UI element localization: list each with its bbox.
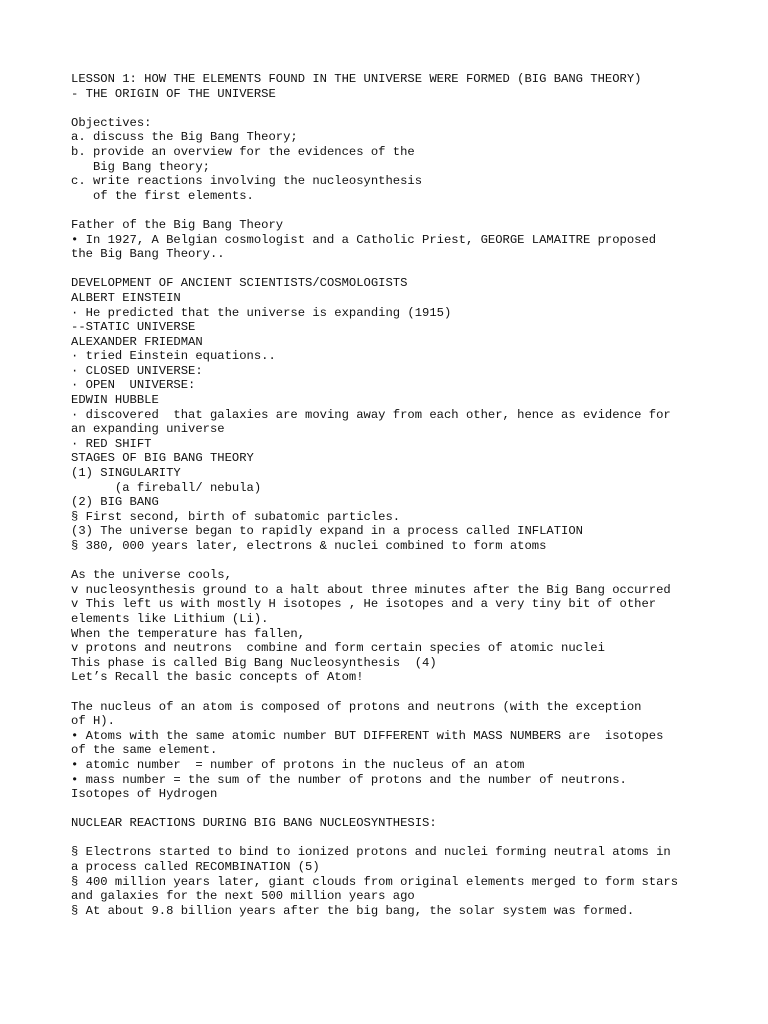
text-line: v This left us with mostly H isotopes , He isotopes and a very tiny bit of other [71,597,657,612]
text-line: b. provide an overview for the evidences of the [71,144,415,159]
text-line: ALBERT EINSTEIN [71,290,181,305]
text-line: § Electrons started to bind to ionized protons and nuclei forming neutral atoms in [71,845,671,860]
text-line: and galaxies for the next 500 million years ago [71,889,415,904]
text-line: · RED SHIFT [71,436,152,451]
text-line: As the universe cools, [71,568,232,583]
text-line [71,831,711,846]
text-line: ALEXANDER FRIEDMAN [71,334,203,349]
text-line: (1) SINGULARITY [71,466,181,481]
text-line [71,203,711,218]
text-line: · OPEN UNIVERSE: [71,378,196,393]
text-line: of H). [71,714,115,729]
text-line: c. write reactions involving the nucleosynthesis [71,174,423,189]
text-line: · tried Einstein equations.. [71,349,276,364]
text-line: This phase is called Big Bang Nucleosynthesis (4) [71,655,437,670]
text-line: (a fireball/ nebula) [71,480,262,495]
text-line [71,262,711,277]
text-line: elements like Lithium (Li). [71,611,269,626]
text-line: a process called RECOMBINATION (5) [71,860,320,875]
text-line: Objectives: [71,115,152,130]
text-line [71,802,711,817]
text-line: · discovered that galaxies are moving away from each other, hence as evidence for [71,407,671,422]
text-line: • mass number = the sum of the number of protons and the number of neutrons. [71,772,627,787]
text-line: When the temperature has fallen, [71,626,306,641]
text-line: STAGES OF BIG BANG THEORY [71,451,254,466]
text-line: Big Bang theory; [71,159,210,174]
text-line: Isotopes of Hydrogen [71,787,218,802]
text-line: v nucleosynthesis ground to a halt about three minutes after the Big Bang occurred [71,582,671,597]
text-line: (2) BIG BANG [71,495,159,510]
text-line: --STATIC UNIVERSE [71,320,196,335]
text-line: Let’s Recall the basic concepts of Atom! [71,670,364,685]
text-line: of the first elements. [71,188,254,203]
text-line: • In 1927, A Belgian cosmologist and a Catholic Priest, GEORGE LAMAITRE proposed [71,232,657,247]
text-line: DEVELOPMENT OF ANCIENT SCIENTISTS/COSMOLOGISTS [71,276,408,291]
text-line: NUCLEAR REACTIONS DURING BIG BANG NUCLEOSYNTHESIS: [71,816,437,831]
text-line: EDWIN HUBBLE [71,393,159,408]
text-line: Father of the Big Bang Theory [71,217,284,232]
text-line: - THE ORIGIN OF THE UNIVERSE [71,86,276,101]
text-line: · CLOSED UNIVERSE: [71,363,203,378]
text-line: • atomic number = number of protons in the nucleus of an atom [71,757,525,772]
text-line: § At about 9.8 billion years after the big bang, the solar system was formed. [71,903,635,918]
text-line: an expanding universe [71,422,225,437]
text-line: a. discuss the Big Bang Theory; [71,130,298,145]
text-line: • Atoms with the same atomic number BUT DIFFERENT with MASS NUMBERS are isotopes [71,728,664,743]
text-line [71,685,711,700]
text-line: (3) The universe began to rapidly expand in a process called INFLATION [71,524,583,539]
text-line: § First second, birth of subatomic particles. [71,509,401,524]
text-line: of the same element. [71,743,218,758]
text-line: § 400 million years later, giant clouds from original elements merged to form stars [71,874,679,889]
text-line: · He predicted that the universe is expanding (1915) [71,305,452,320]
text-line: the Big Bang Theory.. [71,247,225,262]
text-line [71,101,711,116]
text-line: LESSON 1: HOW THE ELEMENTS FOUND IN THE UNIVERSE WERE FORMED (BIG BANG THEORY) [71,72,642,86]
text-line: § 380, 000 years later, electrons & nuclei combined to form atoms [71,539,547,553]
document-body [71,72,711,918]
text-line: The nucleus of an atom is composed of protons and neutrons (with the exception [71,699,642,714]
text-line: v protons and neutrons combine and form certain species of atomic nuclei [71,641,605,656]
text-line [71,554,711,569]
